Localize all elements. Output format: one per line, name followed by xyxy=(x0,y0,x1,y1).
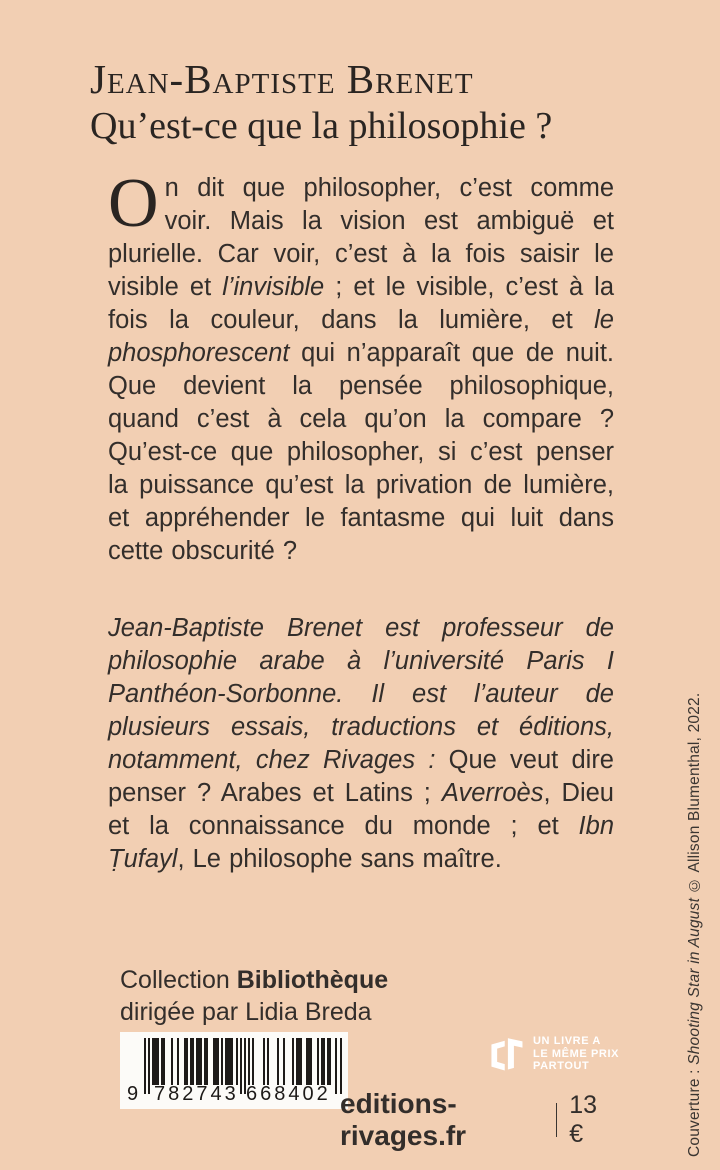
logo-line-1: UN LIVRE A xyxy=(533,1035,601,1048)
same-price-logo xyxy=(487,1031,619,1077)
open-book-icon xyxy=(487,1031,525,1077)
drop-cap: O xyxy=(108,165,159,242)
text-block xyxy=(108,165,615,876)
barcode-digit-first: 9 xyxy=(127,1083,139,1105)
blurb-text: n dit que philosopher, c’est comme voir. Mais la vision est ambiguë et plurielle. Car voir, c’est à la fois saisir le visible et l’invisible ; et le visible, c’est à la fois la couleur, dans la lumière, et le phosphorescent qui n’apparaît que de nuit. Que devient la pensée philosophique, quand c’est à cela qu’on la compare ? Qu’est-ce que philosopher, si c’est penser la puissance qu’est la privation de lumière, et appréhender le fantasme qui luit dans cette obscurité ? xyxy=(108,174,615,565)
cover-credit: Couverture : Shooting Star in August © Allison Blumenthal, 2022. xyxy=(686,692,703,1157)
blurb-paragraph xyxy=(108,165,615,568)
barcode-digits-left: 782743 xyxy=(154,1083,239,1105)
publisher-line xyxy=(340,1088,610,1152)
logo-line-3: PARTOUT xyxy=(533,1060,590,1073)
barcode xyxy=(120,1032,348,1109)
book-title: Qu’est-ce que la philosophie ? xyxy=(90,105,553,147)
same-price-logo-text xyxy=(533,1035,619,1073)
header-block xyxy=(90,56,630,150)
publisher-website: editions-rivages.fr xyxy=(340,1088,467,1151)
divider-bar xyxy=(556,1103,558,1137)
logo-line-2: LE MÊME PRIX xyxy=(533,1047,620,1060)
author-name: Jean-Baptiste Brenet xyxy=(90,56,474,102)
author-bio: Jean-Baptiste Brenet est professeur de philosophie arabe à l’université Paris I Panthéon-Sorbonne. Il est l’auteur de plusieurs essais, traductions et éditions, notamment, chez Rivages : Que veut dire penser ? Arabes et Latins ; Averroès, Dieu et la connaissance du monde ; et Ibn Ṭufayl, Le philosophe sans maître. xyxy=(108,614,614,873)
collection-director-line: dirigée par Lidia Breda xyxy=(120,998,372,1026)
price-text: 13 € xyxy=(569,1091,597,1148)
collection-info xyxy=(120,964,388,1028)
collection-name-line: Collection Bibliothèque xyxy=(120,966,389,994)
barcode-digits-right: 668402 xyxy=(246,1083,331,1105)
